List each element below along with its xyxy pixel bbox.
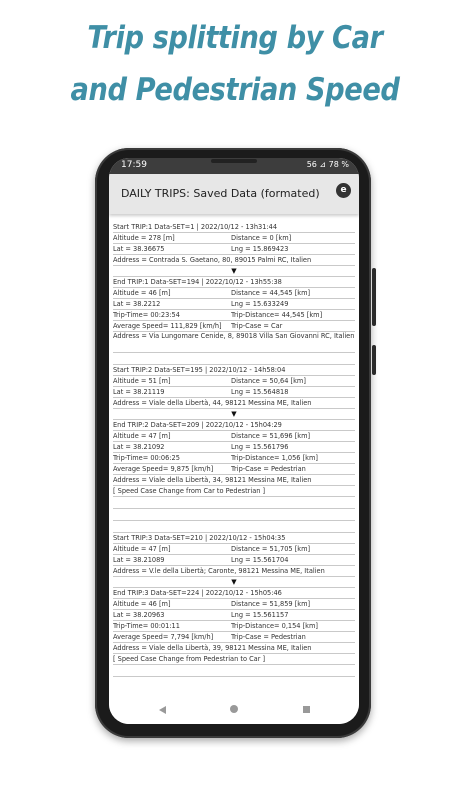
list-item [113,621,355,632]
status-time: 17:59 [121,160,147,170]
lng-value: Lng = 15.869423 [231,245,289,253]
speed-case-note: [ Speed Case Change from Pedestrian to Car ] [113,654,355,665]
trip-distance-value: Trip-Distance= 44,545 [km] [231,311,323,319]
list-item: Address = Via Lungomare Cenide, 8, 89018 Villa San Giovanni RC, Italien [113,332,355,353]
list-item: End TRIP:2 Data-SET=209 | 2022/10/12 - 15h04:29 [113,420,355,431]
headline-line2: and Pedestrian Speed [70,72,400,108]
lng-value: Lng = 15.561796 [231,443,289,451]
volume-button [372,268,376,326]
trip-case-value: Trip-Case = Pedestrian [231,633,306,641]
distance-value: Distance = 50,64 [km] [231,377,306,385]
list-item [113,387,355,398]
trip-time-value: Trip-Time= 00:01:11 [113,622,180,630]
app-title: DAILY TRIPS: Saved Data (formated) [121,187,320,200]
altitude-value: Altitude = 51 [m] [113,377,171,385]
lng-value: Lng = 15.564818 [231,388,289,396]
list-item [113,299,355,310]
list-item [113,442,355,453]
list-item [113,610,355,621]
lng-value: Lng = 15.633249 [231,300,289,308]
list-item [113,464,355,475]
altitude-value: Altitude = 47 [m] [113,432,171,440]
trip-time-value: Trip-Time= 00:23:54 [113,311,180,319]
menu-icon[interactable]: e [336,183,351,198]
list-item: Start TRIP:2 Data-SET=195 | 2022/10/12 - 14h58:04 [113,365,355,376]
altitude-value: Altitude = 47 [m] [113,545,171,553]
power-button [372,345,376,375]
trip-case-value: Trip-Case = Pedestrian [231,465,306,473]
list-item: Address = Viale della Libertà, 44, 98121 Messina ME, Italien [113,398,355,409]
lat-value: Lat = 38.36675 [113,245,165,253]
list-item: End TRIP:1 Data-SET=194 | 2022/10/12 - 13h55:38 [113,277,355,288]
back-icon[interactable] [159,706,166,714]
phone-screen [109,158,359,724]
list-divider [113,665,355,677]
list-item [113,310,355,321]
list-item: Start TRIP:1 Data-SET=1 | 2022/10/12 - 13h31:44 [113,222,355,233]
list-divider [113,521,355,533]
home-icon[interactable] [230,705,238,713]
recent-apps-icon[interactable] [303,706,310,713]
list-item [113,233,355,244]
down-arrow-icon: ▼ [113,266,355,277]
lat-value: Lat = 38.21092 [113,443,165,451]
list-item [113,376,355,387]
list-item: Address = V.le della Libertà; Caronte, 98121 Messina ME, Italien [113,566,355,577]
altitude-value: Altitude = 46 [m] [113,600,171,608]
list-item: Address = Viale della Libertà, 39, 98121 Messina ME, Italien [113,643,355,654]
list-item [113,599,355,610]
lat-value: Lat = 38.21119 [113,388,165,396]
lng-value: Lng = 15.561157 [231,611,289,619]
distance-value: Distance = 0 [km] [231,234,292,242]
list-divider [113,497,355,509]
lat-value: Lat = 38.21089 [113,556,165,564]
list-item [113,288,355,299]
down-arrow-icon: ▼ [113,409,355,420]
altitude-value: Altitude = 46 [m] [113,289,171,297]
status-indicators: 56 ⊿ 78 % [306,160,349,169]
trip-distance-value: Trip-Distance= 1,056 [km] [231,454,318,462]
trip-distance-value: Trip-Distance= 0,154 [km] [231,622,318,630]
distance-value: Distance = 51,859 [km] [231,600,311,608]
avg-speed-value: Average Speed= 111,829 [km/h] [113,322,222,330]
lat-value: Lat = 38.2212 [113,300,161,308]
list-item [113,632,355,643]
list-item [113,544,355,555]
down-arrow-icon: ▼ [113,577,355,588]
trip-time-value: Trip-Time= 00:06:25 [113,454,180,462]
list-item: Address = Contrada S. Gaetano, 80, 89015 Palmi RC, Italien [113,255,355,266]
lat-value: Lat = 38.20963 [113,611,165,619]
app-bar [109,174,359,214]
list-item: Start TRIP:3 Data-SET=210 | 2022/10/12 - 15h04:35 [113,533,355,544]
avg-speed-value: Average Speed= 9,875 [km/h] [113,465,214,473]
trip-case-value: Trip-Case = Car [231,322,283,330]
trip-data-list[interactable] [113,222,355,696]
status-bar [109,158,359,174]
list-divider [113,509,355,521]
distance-value: Distance = 44,545 [km] [231,289,311,297]
avg-speed-value: Average Speed= 7,794 [km/h] [113,633,214,641]
list-item [113,453,355,464]
altitude-value: Altitude = 278 [m] [113,234,175,242]
headline-line1: Trip splitting by Car [87,20,383,56]
distance-value: Distance = 51,696 [km] [231,432,311,440]
list-item [113,321,355,332]
list-item: Address = Viale della Libertà, 34, 98121 Messina ME, Italien [113,475,355,486]
speed-case-note: [ Speed Case Change from Car to Pedestrian ] [113,486,355,497]
navigation-bar [109,700,359,724]
camera-notch [211,159,257,163]
list-divider [113,353,355,365]
list-item [113,555,355,566]
list-item [113,431,355,442]
list-item: End TRIP:3 Data-SET=224 | 2022/10/12 - 15h05:46 [113,588,355,599]
list-item [113,244,355,255]
lng-value: Lng = 15.561704 [231,556,289,564]
distance-value: Distance = 51,705 [km] [231,545,311,553]
